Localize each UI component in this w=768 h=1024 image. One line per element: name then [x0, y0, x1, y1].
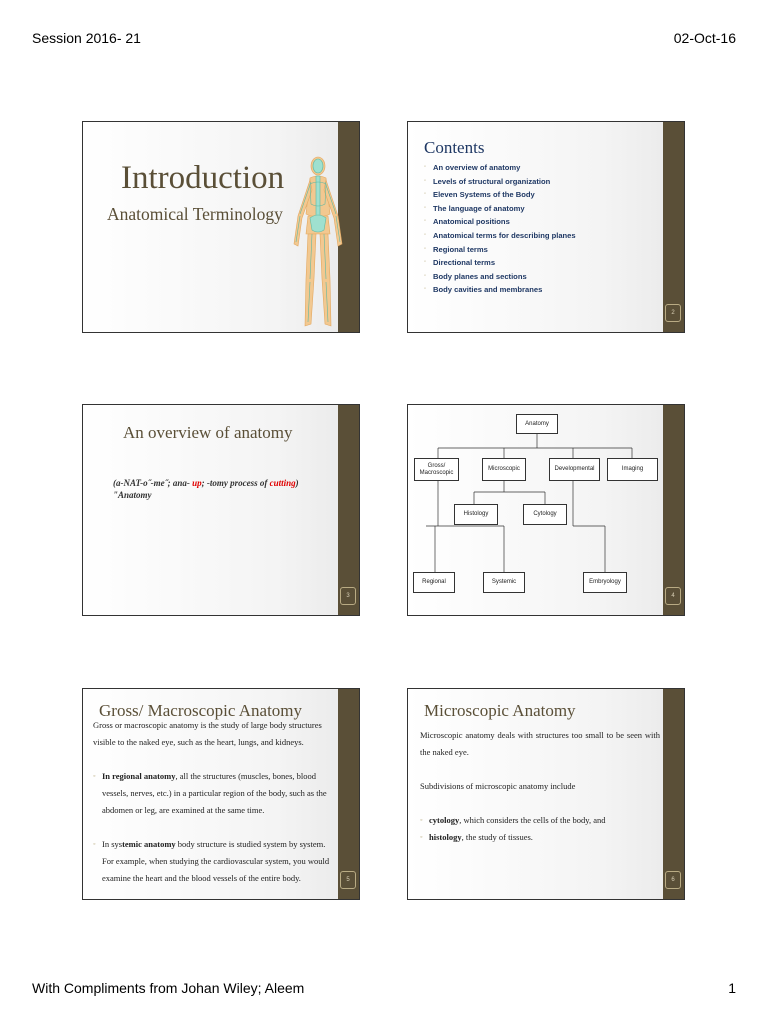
slide-number: 2: [665, 304, 681, 322]
slide-title: Introduction: [121, 160, 285, 196]
pron-up: up: [192, 478, 202, 488]
slide-accent-bar: [338, 689, 359, 899]
bullet-text: , all the structures (muscles, bones, blood vessels, nerves, etc.) in a particular region of the body, such as the abdomen or leg, are examined at the same time.: [102, 771, 327, 815]
slide-5-gross-anatomy: [82, 688, 360, 900]
bold-term: cytology: [429, 815, 460, 825]
slide-number: 6: [665, 871, 681, 889]
bullet-text: , which considers the cells of the body, and: [459, 815, 606, 825]
slide-body: [420, 727, 660, 846]
slide-body: [93, 717, 337, 887]
slide-subtitle: Anatomical Terminology: [107, 204, 283, 224]
slide-title: Microscopic Anatomy: [424, 701, 576, 720]
bullet-regional: [93, 768, 337, 819]
slide-3-overview: [82, 404, 360, 616]
slide-2-contents: [407, 121, 685, 333]
bullet-text: In sys: [102, 839, 123, 849]
bullet-cytology: [420, 812, 660, 829]
slide-accent-bar: [663, 689, 684, 899]
node-anatomy: Anatomy: [516, 414, 558, 434]
node-microscopic: Microscopic: [482, 458, 526, 481]
slide-6-microscopic-anatomy: [407, 688, 685, 900]
contents-list: [424, 161, 576, 297]
paragraph: Gross or macroscopic anatomy is the study of large body structures visible to the naked eye, such as the heart, lungs, and kidneys.: [93, 720, 322, 747]
node-histology: Histology: [454, 504, 498, 525]
list-item: ◦ An overview of anatomy: [424, 161, 576, 175]
slide-accent-bar: [338, 405, 359, 615]
slide-1-introduction: [82, 121, 360, 333]
list-item: ◦ Body planes and sections: [424, 270, 576, 284]
bullet-systemic: [93, 836, 337, 887]
list-item: ◦ Directional terms: [424, 256, 576, 270]
list-item: ◦ The language of anatomy: [424, 202, 576, 216]
node-developmental: Developmental: [549, 458, 600, 481]
list-item: ◦ Anatomical terms for describing planes: [424, 229, 576, 243]
bold-term: histology: [429, 832, 462, 842]
paragraph: Subdivisions of microscopic anatomy include: [420, 781, 576, 791]
slide-number: 3: [340, 587, 356, 605]
slide-accent-bar: [663, 405, 684, 615]
list-item: ◦ Anatomical positions: [424, 215, 576, 229]
node-imaging: Imaging: [607, 458, 658, 481]
slide-number: 4: [665, 587, 681, 605]
list-item: ◦ Body cavities and membranes: [424, 283, 576, 297]
slide-title: Contents: [424, 138, 485, 157]
node-regional: Regional: [413, 572, 455, 593]
list-item: ◦ Eleven Systems of the Body: [424, 188, 576, 202]
slide-accent-bar: [663, 122, 684, 332]
skeleton-illustration: [288, 154, 348, 332]
list-item: ◦ Levels of structural organization: [424, 175, 576, 189]
session-label: Session 2016- 21: [32, 30, 141, 46]
pron-part: ): [295, 478, 299, 488]
bullet-text: body structure is studied system by system. For example, when studying the cardiovascular system, you would examine the heart and the blood vessels of the entire body.: [102, 839, 330, 883]
bold-term: In regional anatomy: [102, 771, 176, 781]
list-item: ◦ Regional terms: [424, 243, 576, 257]
pron-line2: "Anatomy: [113, 490, 152, 500]
node-embryology: Embryology: [583, 572, 627, 593]
pronunciation-text: [113, 477, 299, 501]
date-label: 02-Oct-16: [673, 30, 736, 46]
footer-page-number: 1: [728, 980, 736, 996]
node-gross: Gross/ Macroscopic: [414, 458, 459, 481]
pron-part: (a-NAT-o˝-me˝; ana-: [113, 478, 190, 488]
slide-title: An overview of anatomy: [123, 423, 293, 442]
bold-term: temic anatomy: [122, 839, 176, 849]
slide-number: 5: [340, 871, 356, 889]
paragraph: Microscopic anatomy deals with structures too small to be seen with the naked eye.: [420, 730, 660, 757]
bullet-text: , the study of tissues.: [461, 832, 533, 842]
pron-part: ; -tomy process of: [201, 478, 270, 488]
node-systemic: Systemic: [483, 572, 525, 593]
slide-title: Gross/ Macroscopic Anatomy: [99, 701, 303, 720]
footer-compliments: With Compliments from Johan Wiley; Aleem: [32, 980, 305, 996]
bullet-histology: [420, 829, 660, 846]
node-cytology: Cytology: [523, 504, 567, 525]
slide-4-anatomy-tree: [407, 404, 685, 616]
pron-cutting: cutting: [269, 478, 296, 488]
